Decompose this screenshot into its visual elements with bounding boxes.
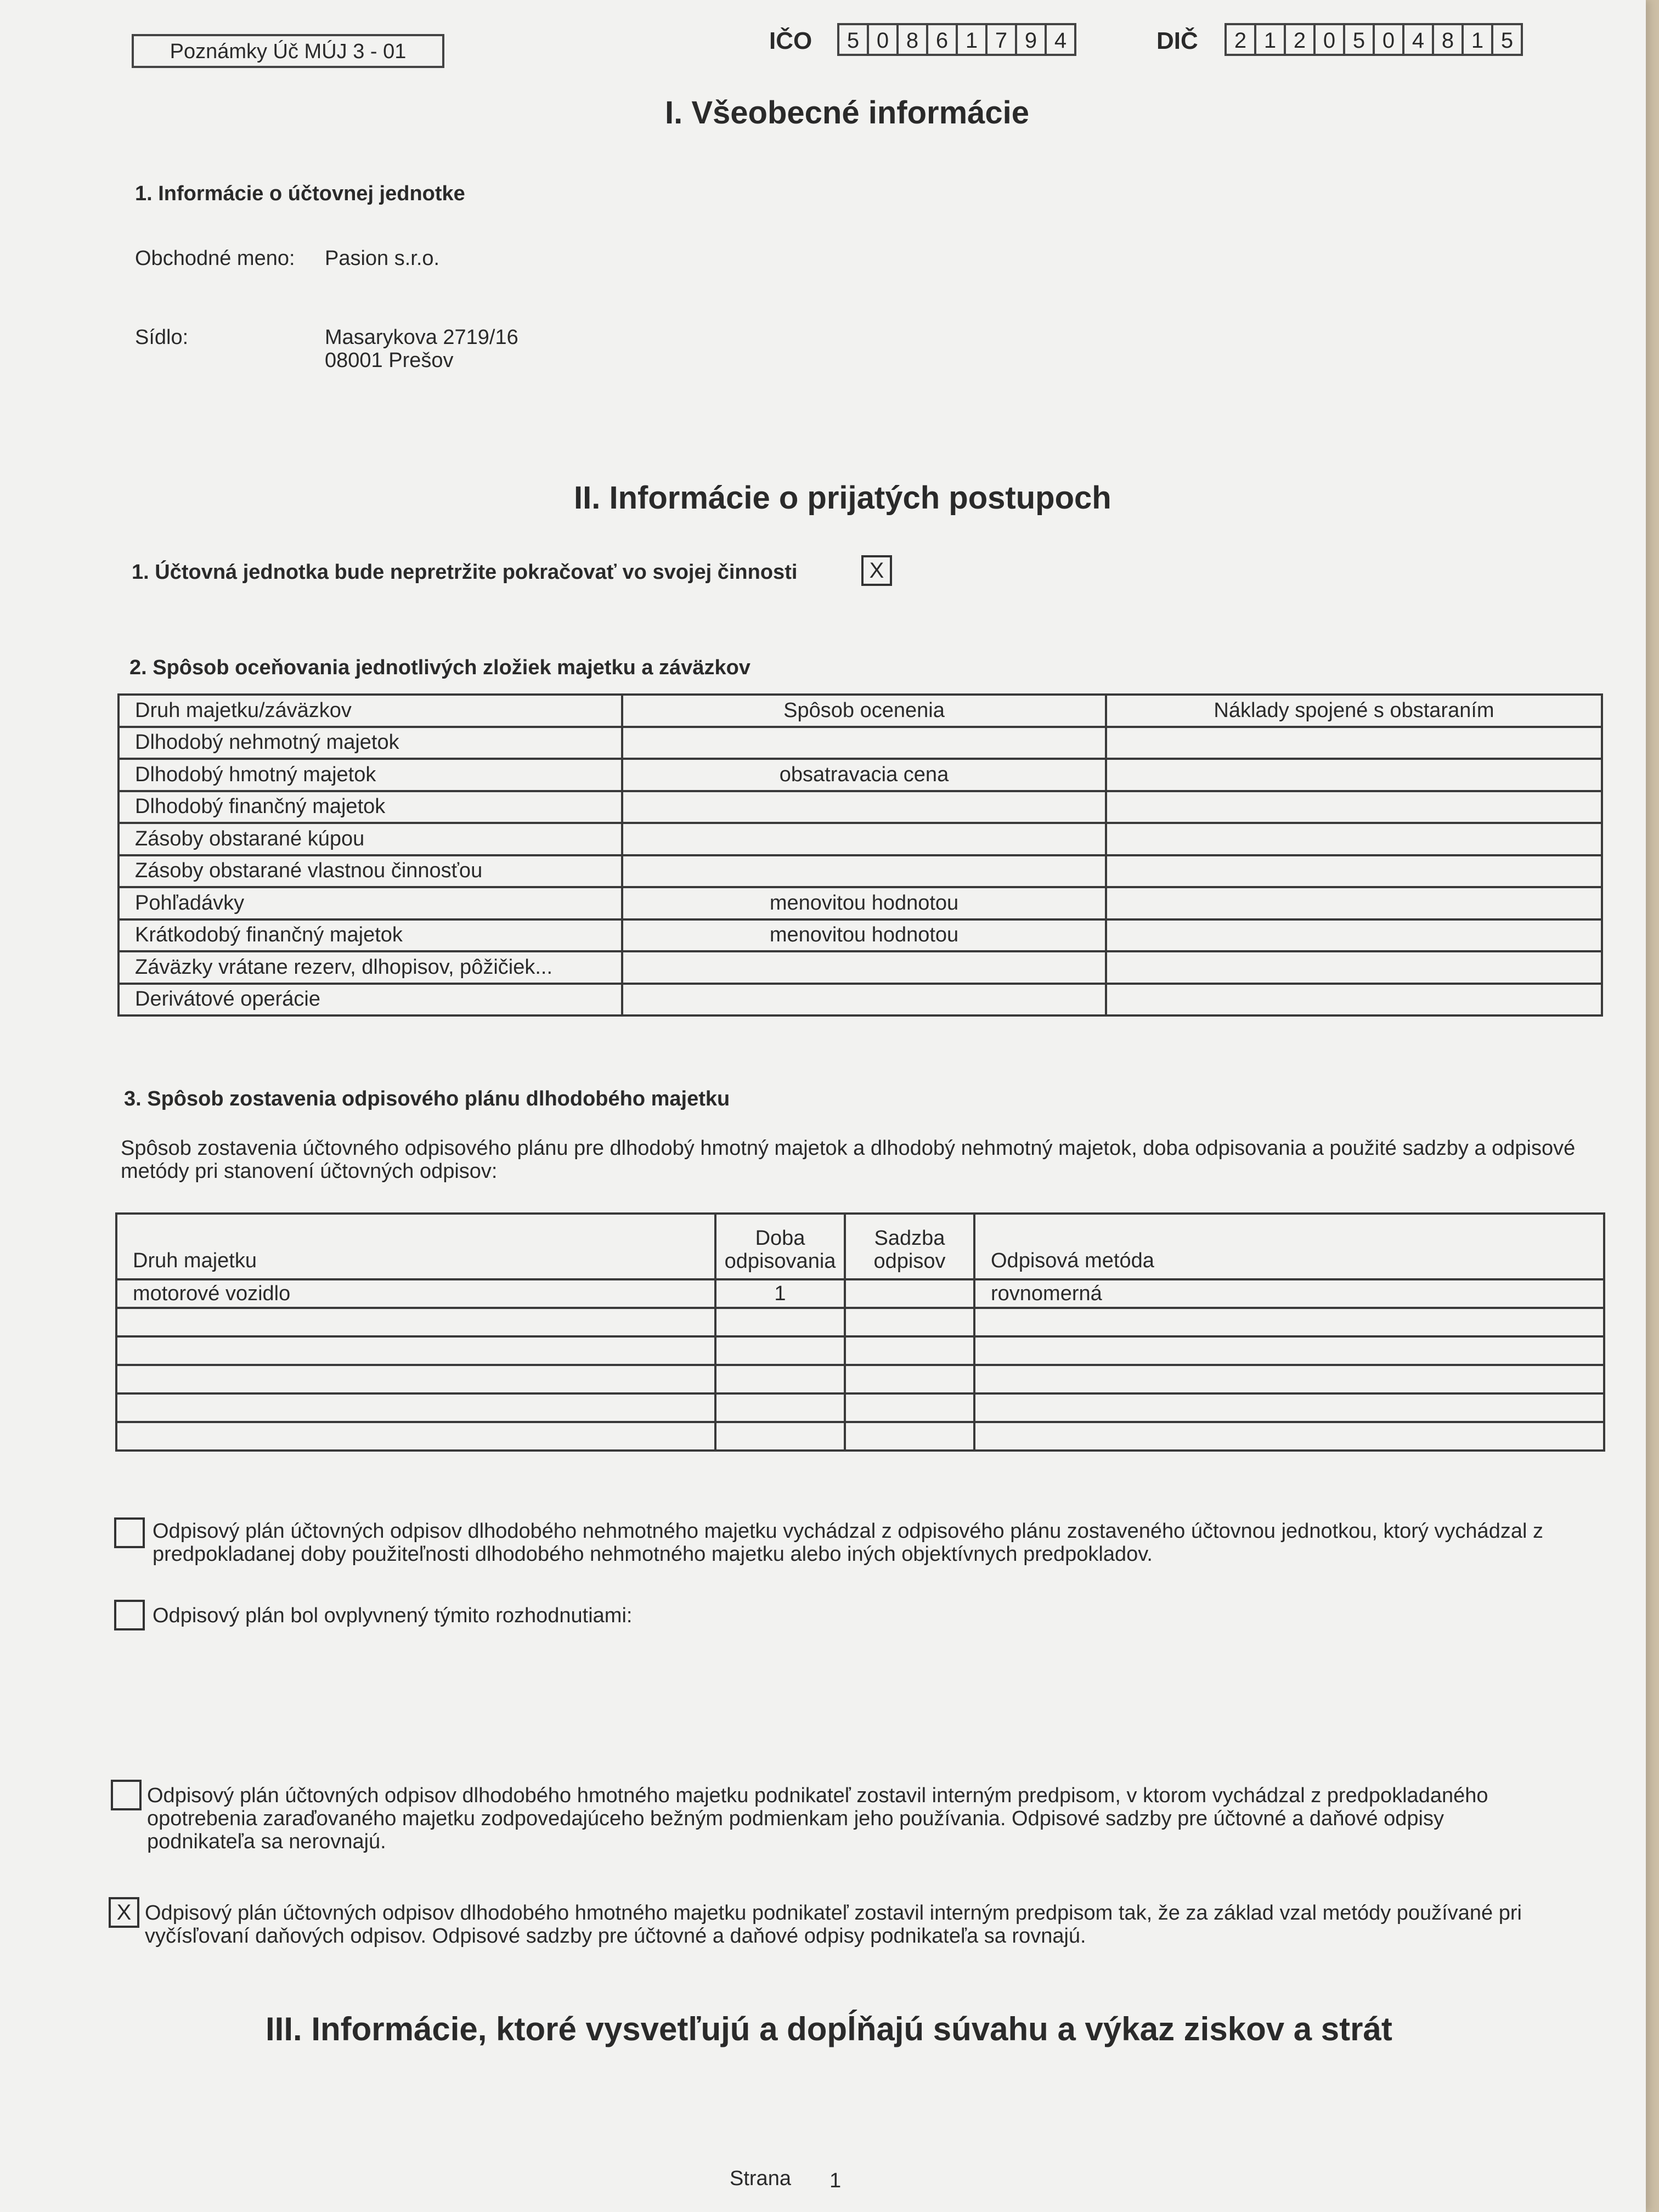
valuation-method xyxy=(622,984,1106,1016)
option-3-text: Odpisový plán účtovných odpisov dlhodobého hmotného majetku podnikateľ zostavil interným predpisom, v ktorom vychádzal z predpokladaného opotrebenia zaraďovaného majetku zodpovedajúceho bežným podmienkam jeho používania. Odpisové sadzby pre účtovné a daňové odpisy podnikateľa sa nerovnajú. xyxy=(147,1784,1488,1853)
ico-digit: 9 xyxy=(1015,23,1047,56)
option-4-text: Odpisový plán účtovných odpisov dlhodobého hmotného majetku podnikateľ zostavil interným predpisom tak, že za základ vzal metódy používané pri vyčísľovaní daňových odpisov. Odpisové sadzby pre účtovné a daňové odpisy podnikateľa sa rovnajú. xyxy=(145,1901,1522,1948)
option-2-text: Odpisový plán bol ovplyvnený týmito rozhodnutiami: xyxy=(153,1604,633,1627)
valuation-item-name: Zásoby obstarané vlastnou činnosťou xyxy=(119,855,622,888)
option-1-checkbox[interactable] xyxy=(114,1517,145,1548)
depr-method: rovnomerná xyxy=(974,1279,1604,1308)
dic-digit: 0 xyxy=(1373,23,1404,56)
valuation-table xyxy=(117,693,1603,1017)
depreciation-table xyxy=(115,1212,1605,1452)
ico-digit: 4 xyxy=(1045,23,1076,56)
valuation-costs xyxy=(1106,759,1602,791)
ico-digit: 1 xyxy=(956,23,988,56)
depreciation-description: Spôsob zostavenia účtovného odpisového plánu pre dlhodobý hmotný majetok a dlhodobý nehmotný majetok, doba odpisovania a použité sadzby a odpisové metódy pri stanovení účtovných odpisov: xyxy=(121,1137,1576,1183)
valuation-row xyxy=(119,727,1602,759)
depreciation-row xyxy=(116,1393,1604,1422)
dic-digit: 5 xyxy=(1343,23,1375,56)
form-code-box: Poznámky Úč MÚJ 3 - 01 xyxy=(132,34,444,68)
dic-label: DIČ xyxy=(1156,27,1198,54)
valuation-row xyxy=(119,823,1602,855)
dic-digit: 0 xyxy=(1313,23,1345,56)
depr-method xyxy=(974,1422,1604,1451)
depr-asset-type: motorové vozidlo xyxy=(116,1279,715,1308)
option-1-text: Odpisový plán účtovných odpisov dlhodobého nehmotného majetku vychádzal z odpisového plánu zostaveného účtovnou jednotkou, ktorý vychádzal z predpokladanej doby použiteľnosti dlhodobého nehmotného majetku alebo iných objektívnych predpokladov. xyxy=(153,1520,1543,1566)
depreciation-row xyxy=(116,1365,1604,1393)
valuation-header-cell: Náklady spojené s obstaraním xyxy=(1106,695,1602,727)
depr-rate xyxy=(845,1422,974,1451)
depr-period xyxy=(715,1422,845,1451)
section-3-title: III. Informácie, ktoré vysvetľujú a dopĺňajú súvahu a výkaz ziskov a strát xyxy=(266,2011,1392,2047)
depr-rate xyxy=(845,1393,974,1422)
ico-digit: 8 xyxy=(896,23,928,56)
option-4-checkbox[interactable]: X xyxy=(109,1897,139,1928)
header-method: Odpisová metóda xyxy=(974,1214,1604,1279)
dic-digit: 5 xyxy=(1491,23,1523,56)
valuation-row xyxy=(119,919,1602,952)
depreciation-row xyxy=(116,1279,1604,1308)
ico-digit: 5 xyxy=(837,23,869,56)
valuation-header-cell: Druh majetku/záväzkov xyxy=(119,695,622,727)
ico-digit: 6 xyxy=(926,23,958,56)
valuation-row xyxy=(119,984,1602,1016)
valuation-costs xyxy=(1106,791,1602,823)
depr-asset-type xyxy=(116,1308,715,1336)
depr-period xyxy=(715,1336,845,1365)
valuation-header-cell: Spôsob ocenenia xyxy=(622,695,1106,727)
depreciation-table-header xyxy=(116,1214,1604,1279)
valuation-method: menovitou hodnotou xyxy=(622,887,1106,919)
valuation-item-name: Krátkodobý finančný majetok xyxy=(119,919,622,952)
valuation-method: obsatravacia cena xyxy=(622,759,1106,791)
valuation-item-name: Pohľadávky xyxy=(119,887,622,919)
seat-line-2: 08001 Prešov xyxy=(325,349,454,372)
valuation-method xyxy=(622,855,1106,888)
option-2-checkbox[interactable] xyxy=(114,1600,145,1630)
valuation-method xyxy=(622,951,1106,984)
valuation-row xyxy=(119,759,1602,791)
valuation-costs xyxy=(1106,951,1602,984)
valuation-costs xyxy=(1106,727,1602,759)
depr-asset-type xyxy=(116,1336,715,1365)
ico-digit: 0 xyxy=(867,23,899,56)
seat-label: Sídlo: xyxy=(135,326,189,349)
valuation-costs xyxy=(1106,823,1602,855)
company-info-heading: 1. Informácie o účtovnej jednotke xyxy=(135,182,465,205)
ico-label: IČO xyxy=(769,27,812,54)
depr-method xyxy=(974,1308,1604,1336)
company-name-value: Pasion s.r.o. xyxy=(325,247,440,270)
section-2-title: II. Informácie o prijatých postupoch xyxy=(574,480,1111,516)
going-concern-label: 1. Účtovná jednotka bude nepretržite pokračovať vo svojej činnosti xyxy=(132,561,798,584)
depr-period xyxy=(715,1308,845,1336)
option-3-checkbox[interactable] xyxy=(111,1780,142,1810)
valuation-row xyxy=(119,791,1602,823)
valuation-method xyxy=(622,727,1106,759)
depreciation-row xyxy=(116,1336,1604,1365)
valuation-method: menovitou hodnotou xyxy=(622,919,1106,952)
valuation-row xyxy=(119,887,1602,919)
valuation-costs xyxy=(1106,984,1602,1016)
depreciation-heading: 3. Spôsob zostavenia odpisového plánu dlhodobého majetku xyxy=(124,1087,730,1110)
valuation-heading: 2. Spôsob oceňovania jednotlivých zložiek majetku a záväzkov xyxy=(129,656,751,679)
ico-digit-boxes xyxy=(839,23,1076,56)
dic-digit: 1 xyxy=(1462,23,1493,56)
valuation-item-name: Zásoby obstarané kúpou xyxy=(119,823,622,855)
depreciation-row xyxy=(116,1308,1604,1336)
depr-period xyxy=(715,1365,845,1393)
ico-digit: 7 xyxy=(985,23,1017,56)
valuation-costs xyxy=(1106,919,1602,952)
depr-asset-type xyxy=(116,1422,715,1451)
depr-asset-type xyxy=(116,1393,715,1422)
dic-digit: 4 xyxy=(1402,23,1434,56)
page-label: Strana xyxy=(730,2167,791,2190)
dic-digit: 1 xyxy=(1254,23,1286,56)
header-asset-type: Druh majetku xyxy=(116,1214,715,1279)
company-name-label: Obchodné meno: xyxy=(135,247,295,270)
depr-rate xyxy=(845,1365,974,1393)
depr-period: 1 xyxy=(715,1279,845,1308)
depreciation-row xyxy=(116,1422,1604,1451)
valuation-header-row xyxy=(119,695,1602,727)
valuation-item-name: Dlhodobý finančný majetok xyxy=(119,791,622,823)
depr-method xyxy=(974,1336,1604,1365)
valuation-item-name: Záväzky vrátane rezerv, dlhopisov, pôžičiek... xyxy=(119,951,622,984)
valuation-item-name: Dlhodobý nehmotný majetok xyxy=(119,727,622,759)
depr-rate xyxy=(845,1279,974,1308)
valuation-row xyxy=(119,855,1602,888)
page-number: 1 xyxy=(830,2169,842,2192)
depr-method xyxy=(974,1393,1604,1422)
depr-rate xyxy=(845,1308,974,1336)
going-concern-checkbox[interactable]: X xyxy=(861,555,892,586)
dic-digit: 2 xyxy=(1284,23,1316,56)
header-rate: Sadzba odpisov xyxy=(845,1214,974,1279)
depr-method xyxy=(974,1365,1604,1393)
valuation-item-name: Dlhodobý hmotný majetok xyxy=(119,759,622,791)
seat-line-1: Masarykova 2719/16 xyxy=(325,326,518,349)
valuation-item-name: Derivátové operácie xyxy=(119,984,622,1016)
dic-digit: 8 xyxy=(1432,23,1464,56)
section-1-title: I. Všeobecné informácie xyxy=(665,95,1030,131)
valuation-costs xyxy=(1106,855,1602,888)
dic-digit: 2 xyxy=(1224,23,1256,56)
depr-period xyxy=(715,1393,845,1422)
valuation-method xyxy=(622,823,1106,855)
depr-asset-type xyxy=(116,1365,715,1393)
depr-rate xyxy=(845,1336,974,1365)
valuation-row xyxy=(119,951,1602,984)
valuation-costs xyxy=(1106,887,1602,919)
dic-digit-boxes xyxy=(1227,23,1523,56)
valuation-method xyxy=(622,791,1106,823)
header-period: Doba odpisovania xyxy=(715,1214,845,1279)
